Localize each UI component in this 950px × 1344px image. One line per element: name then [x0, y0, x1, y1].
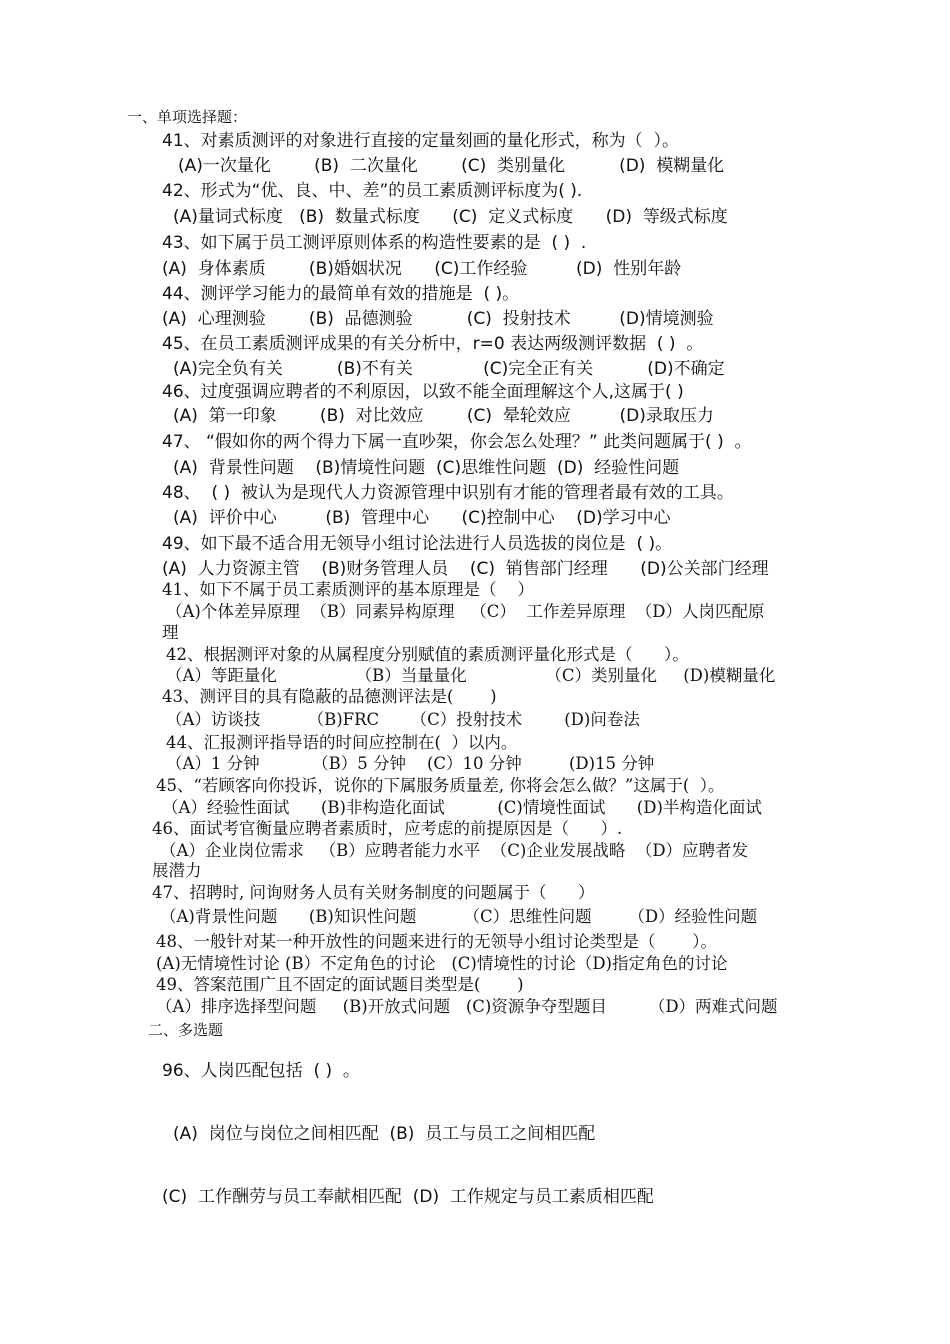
question-96: 96、人岗匹配包括 ( ) 。	[162, 1061, 360, 1081]
question-44b: 44、汇报测评指导语的时间应控制在( ）以内。	[166, 733, 518, 752]
question-96-options-cd: (C) 工作酬劳与员工奉献相匹配 (D) 工作规定与员工素质相匹配	[162, 1187, 654, 1207]
question-42-options: (A)量词式标度 (B) 数量式标度 (C) 定义式标度 (D) 等级式标度	[173, 207, 728, 227]
question-49b-options: （A）排序选择型问题 (B)开放式问题 (C)资源争夺型题目 （D）两难式问题	[156, 997, 778, 1016]
question-47-options: (A) 背景性问题 (B)情境性问题 (C)思维性问题 (D) 经验性问题	[173, 458, 680, 478]
question-45-options: (A)完全负有关 (B)不有关 (C)完全正有关 (D)不确定	[173, 359, 725, 379]
question-48: 48、 ( ) 被认为是现代人力资源管理中识别有才能的管理者最有效的工具。	[162, 483, 734, 503]
question-48-options: (A) 评价中心 (B) 管理中心 (C)控制中心 (D)学习中心	[173, 508, 671, 528]
question-42b: 42、根据测评对象的从属程度分别赋值的素质测评量化形式是（ ）。	[166, 645, 689, 664]
question-46b-options: （A）企业岗位需求 （B）应聘者能力水平 （C)企业发展战略 （D）应聘者发	[160, 841, 749, 860]
question-45: 45、在员工素质测评成果的有关分析中，r=0 表达两级测评数据 ( ) 。	[162, 334, 704, 354]
question-43: 43、如下属于员工测评原则体系的构造性要素的是 ( ) .	[162, 233, 587, 253]
question-48b-options: (A)无情境性讨论 (B）不定角色的讨论 (C)情境性的讨论（D)指定角色的讨论	[156, 954, 728, 973]
question-49-options: (A) 人力资源主管 (B)财务管理人员 (C) 销售部门经理 (D)公关部门经理	[162, 559, 769, 579]
question-41-options: (A)一次量化 (B) 二次量化 (C) 类别量化 (D) 模糊量化	[178, 156, 725, 176]
question-41b-options-wrap: 理	[162, 623, 179, 642]
question-96-options-ab: (A) 岗位与岗位之间相匹配 (B) 员工与员工之间相匹配	[173, 1124, 596, 1144]
question-49: 49、如下最不适合用无领导小组讨论法进行人员选拔的岗位是 ( )。	[162, 534, 673, 554]
question-45b: 45、“若顾客向你投诉，说你的下属服务质量差, 你将会怎么做？”这属于( ）。	[156, 776, 725, 795]
question-44-options: (A) 心理测验 (B) 品德测验 (C) 投射技术 (D)情境测验	[162, 309, 714, 329]
question-44: 44、测评学习能力的最简单有效的措施是 ( )。	[162, 284, 520, 304]
question-47b: 47、招聘时, 问询财务人员有关财务制度的问题属于（ ）	[152, 883, 595, 902]
question-49b: 49、答案范围广且不固定的面试题目类型是( )	[156, 975, 524, 994]
question-45b-options: （A）经验性面试 (B)非构造化面试 (C)情境性面试 (D)半构造化面试	[162, 798, 762, 817]
question-42: 42、形式为“优、良、中、差”的员工素质测评标度为( ).	[162, 181, 583, 201]
question-44b-options: （A）1 分钟 （B）5 分钟 (C）10 分钟 (D)15 分钟	[166, 754, 655, 773]
question-47: 47、 “假如你的两个得力下属一直吵架，你会怎么处理？” 此类问题属于( ) 。	[162, 432, 752, 452]
question-43b: 43、测评目的具有隐蔽的品德测评法是( )	[162, 687, 497, 706]
question-42b-options: （A）等距量化 （B）当量量化 （C）类别量化 (D)模糊量化	[166, 666, 776, 685]
question-46: 46、过度强调应聘者的不利原因，以致不能全面理解这个人,这属于( )	[162, 382, 684, 402]
question-46-options: (A) 第一印象 (B) 对比效应 (C) 晕轮效应 (D)录取压力	[173, 406, 714, 426]
section-heading-multi-choice: 二、多选题	[148, 1021, 224, 1039]
question-41b-options: （A)个体差异原理 （B）同素异构原理 （C） 工作差异原理 （D）人岗匹配原	[166, 602, 765, 621]
section-heading-single-choice: 一、单项选择题：	[127, 108, 248, 126]
question-47b-options: （A)背景性问题 (B)知识性问题 （C）思维性问题 （D）经验性问题	[160, 907, 758, 926]
question-43-options: (A) 身体素质 (B)婚姻状况 (C)工作经验 (D) 性别年龄	[162, 259, 682, 279]
question-46b: 46、面试考官衡量应聘者素质时，应考虑的前提原因是（ ）.	[152, 819, 623, 838]
question-43b-options: （A）访谈技 （B)FRC （C）投射技术 (D)问卷法	[166, 710, 640, 729]
question-41b: 41、如下不属于员工素质测评的基本原理是（ ）	[162, 580, 534, 599]
question-46b-options-wrap: 展潜力	[152, 861, 202, 880]
question-48b: 48、一般针对某一种开放性的问题来进行的无领导小组讨论类型是（ ）。	[156, 932, 717, 951]
question-41: 41、对素质测评的对象进行直接的定量刻画的量化形式，称为（ ）。	[162, 131, 679, 151]
